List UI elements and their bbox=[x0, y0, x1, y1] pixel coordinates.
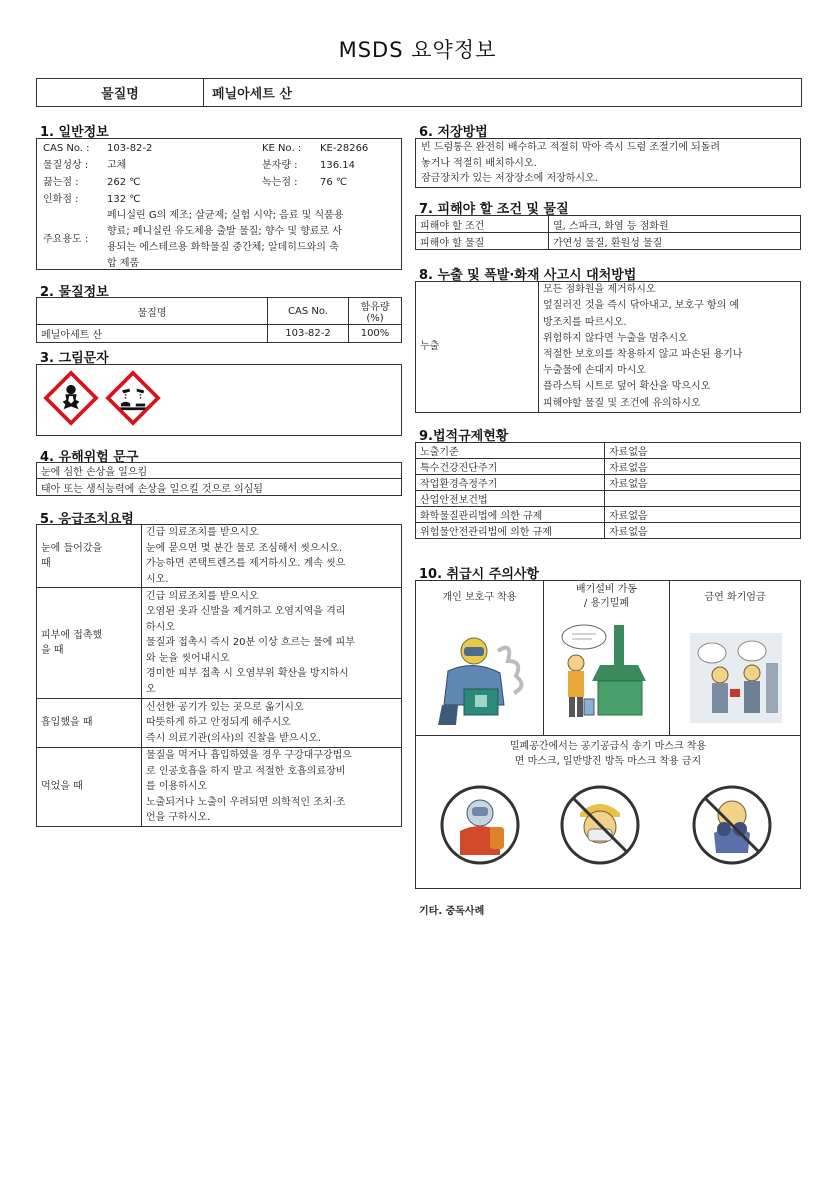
leak-content bbox=[539, 282, 801, 413]
content-line: 즉시 의료기관(의사)의 진찰을 받으시오. bbox=[146, 732, 322, 744]
first-aid-content bbox=[142, 699, 402, 748]
table-cell: 자료없음 bbox=[605, 507, 801, 523]
pictogram-box bbox=[36, 364, 402, 436]
table-row bbox=[37, 588, 402, 699]
label-line: 흡입했을 때 bbox=[41, 717, 93, 729]
note-line: 밀폐공간에서는 공기공급식 송기 마스크 착용 bbox=[509, 741, 707, 752]
hazard-statement: 태아 또는 생식능력에 손상을 일으킬 것으로 의심됨 bbox=[37, 479, 402, 496]
ppe-caption: 개인 보호구 착용 bbox=[442, 592, 517, 603]
no-smoking-panel bbox=[670, 581, 800, 735]
section-10-title: 10. 취급시 주의사항 bbox=[419, 567, 539, 582]
table-row bbox=[416, 459, 801, 475]
content-line: 적절한 보호의를 착용하지 않고 파손된 용기나 bbox=[543, 349, 743, 360]
label-line: 을 때 bbox=[41, 645, 64, 656]
section-4-title: 4. 유해위험 문구 bbox=[40, 450, 139, 465]
regulation-table bbox=[415, 442, 801, 539]
label-line: 먹었을 때 bbox=[41, 781, 83, 793]
ventilation-panel bbox=[544, 581, 670, 735]
table-cell: 화학물질관리법에 의한 규제 bbox=[416, 507, 605, 523]
table-row bbox=[37, 525, 402, 588]
substance-info-table bbox=[36, 297, 402, 343]
content-line: 물질을 먹거나 흡입하였을 경우 구강대구강법으 bbox=[146, 750, 352, 762]
ppe-panel bbox=[416, 581, 544, 735]
substance-name-table bbox=[36, 78, 802, 107]
content-line: 눈에 묻으면 몇 분간 물로 조심해서 씻으시오. bbox=[146, 542, 343, 554]
bp-label: 끓는점 : bbox=[43, 177, 79, 188]
column-header: 물질명 bbox=[37, 298, 268, 325]
table-cell: 자료없음 bbox=[605, 523, 801, 539]
table-cell: 100% bbox=[349, 325, 402, 343]
first-aid-label bbox=[37, 588, 142, 699]
content-line: 긴급 의료조치를 받으시오 bbox=[146, 527, 259, 538]
content-line: 로 인공호흡을 하지 말고 적절한 호흡의료장비 bbox=[146, 765, 346, 777]
table-cell: 자료없음 bbox=[605, 443, 801, 459]
gas-mask-prohibited-icon bbox=[690, 783, 774, 867]
first-aid-label bbox=[37, 748, 142, 827]
cotton-mask-prohibited-icon bbox=[558, 783, 642, 867]
state-label: 물질성상 : bbox=[43, 160, 89, 171]
table-row bbox=[416, 491, 801, 507]
use-line: 용되는 에스테르용 화학물질 중간체; 알데히드와의 축 bbox=[107, 242, 339, 253]
table-row bbox=[37, 463, 402, 479]
fp-label: 인화점 : bbox=[43, 194, 79, 205]
cas-value: 103-82-2 bbox=[107, 143, 153, 154]
table-cell: 페닐아세트 산 bbox=[37, 325, 268, 343]
bp-value: 262 ℃ bbox=[107, 177, 141, 188]
first-aid-table bbox=[36, 524, 402, 827]
footer-note: 기타. 중독사례 bbox=[419, 906, 485, 917]
table-row bbox=[416, 523, 801, 539]
table-cell: 산업안전보건법 bbox=[416, 491, 605, 507]
ventilation-caption bbox=[544, 583, 669, 611]
corrosion-icon bbox=[105, 370, 161, 426]
storage-box bbox=[415, 138, 801, 188]
mw-label: 분자량 : bbox=[262, 160, 298, 171]
avoid-conditions-table bbox=[415, 215, 801, 250]
mp-label: 녹는점 : bbox=[262, 177, 298, 188]
exhaust-ventilation-icon bbox=[554, 621, 660, 727]
table-cell: 특수건강진단주기 bbox=[416, 459, 605, 475]
label-line: 때 bbox=[41, 558, 51, 569]
substance-value: 페닐아세트 산 bbox=[212, 87, 292, 102]
section-6-title: 6. 저장방법 bbox=[419, 125, 488, 140]
section-8-title: 8. 누출 및 폭발·화재 사고시 대처방법 bbox=[419, 268, 637, 283]
content-line: 하시오 bbox=[146, 621, 175, 633]
section-9-title: 9.법적규제현황 bbox=[419, 429, 509, 444]
note-line: 면 마스크, 일반방진 방독 마스크 착용 금지 bbox=[514, 756, 702, 767]
label-line: 피부에 접촉했 bbox=[41, 629, 103, 641]
panel-divider bbox=[416, 735, 800, 736]
ke-label: KE No. : bbox=[262, 143, 302, 154]
content-line: 따뜻하게 하고 안정되게 해주시오 bbox=[146, 717, 291, 729]
first-aid-content bbox=[142, 748, 402, 827]
storage-line: 빈 드럼통은 완전히 배수하고 적절히 막아 즉시 드럼 조절기에 되돌려 bbox=[421, 142, 721, 153]
cas-label: CAS No. : bbox=[43, 143, 90, 154]
protective-gear-worker-icon bbox=[428, 631, 532, 727]
table-cell: 가연성 물질, 환원성 물질 bbox=[549, 233, 801, 250]
ke-value: KE-28266 bbox=[320, 143, 369, 154]
table-cell bbox=[605, 491, 801, 507]
table-cell: 자료없음 bbox=[605, 459, 801, 475]
first-aid-content bbox=[142, 525, 402, 588]
content-line: 긴급 의료조치를 받으시오 bbox=[146, 590, 259, 602]
content-line: 오염된 옷과 신발을 제거하고 오염지역을 격리 bbox=[146, 606, 346, 618]
leak-label: 누출 bbox=[416, 282, 539, 413]
table-cell: 노출기준 bbox=[416, 443, 605, 459]
table-cell: 작업환경측정주기 bbox=[416, 475, 605, 491]
use-line: 페니실린 G의 제조; 살균제; 실험 시약; 음료 및 식품용 bbox=[107, 210, 344, 221]
use-label: 주요용도 : bbox=[43, 234, 89, 245]
table-cell: 피해야 할 물질 bbox=[416, 233, 549, 250]
table-row bbox=[37, 479, 402, 496]
table-row bbox=[416, 475, 801, 491]
section-2-title: 2. 물질정보 bbox=[40, 285, 109, 300]
content-line: 모든 점화원을 제거하시오 bbox=[543, 284, 656, 296]
table-cell: 103-82-2 bbox=[268, 325, 349, 343]
content-line: 엎질러진 것을 즉시 닦아내고, 보호구 항의 예 bbox=[543, 300, 740, 312]
table-row bbox=[416, 507, 801, 523]
column-header: 함유량(%) bbox=[349, 298, 402, 325]
table-cell: 열, 스파크, 화염 등 점화원 bbox=[549, 216, 801, 233]
table-cell: 자료없음 bbox=[605, 475, 801, 491]
caption-line: 배기설비 가동 bbox=[575, 584, 638, 595]
table-row bbox=[416, 216, 801, 233]
section-1-title: 1. 일반정보 bbox=[40, 125, 109, 140]
caption-line: / 용기밀폐 bbox=[583, 598, 630, 609]
table-cell: 피해야 할 조건 bbox=[416, 216, 549, 233]
use-line: 향료; 페니실린 유도체용 출발 물질; 향수 및 향료로 사 bbox=[107, 226, 343, 237]
supplied-air-mask-icon bbox=[438, 783, 522, 867]
content-line: 플라스틱 시트로 덮어 확산을 막으시오 bbox=[543, 381, 711, 393]
no-smoking-caption: 금연 화기엄금 bbox=[704, 592, 766, 603]
first-aid-content bbox=[142, 588, 402, 699]
use-line: 합 제품 bbox=[107, 258, 140, 269]
content-line: 를 이용하시오 bbox=[146, 781, 208, 793]
content-line: 언을 구하시오. bbox=[146, 812, 211, 824]
table-row bbox=[416, 233, 801, 250]
confined-space-note bbox=[416, 739, 800, 769]
state-value: 고체 bbox=[107, 160, 127, 171]
content-line: 노출되거나 노출이 우려되면 의학적인 조치·조 bbox=[146, 796, 346, 808]
mp-value: 76 ℃ bbox=[320, 177, 348, 188]
section-7-title: 7. 피해야 할 조건 및 물질 bbox=[419, 202, 569, 217]
first-aid-label bbox=[37, 525, 142, 588]
storage-line: 놓거나 적절히 배치하시오. bbox=[421, 157, 537, 169]
table-row bbox=[416, 282, 801, 413]
content-line: 시오. bbox=[146, 573, 169, 585]
content-line: 와 눈을 씻어내시오 bbox=[146, 652, 230, 664]
content-line: 피해야할 물질 및 조건에 유의하시오 bbox=[543, 397, 701, 409]
no-smoking-workers-icon bbox=[690, 633, 782, 723]
table-header-row bbox=[37, 298, 402, 325]
first-aid-label bbox=[37, 699, 142, 748]
table-row bbox=[37, 699, 402, 748]
content-line: 누출물에 손대지 마시오 bbox=[543, 365, 646, 377]
content-line: 위험하지 않다면 누출을 멈추시오 bbox=[543, 332, 688, 344]
column-header: CAS No. bbox=[268, 298, 349, 325]
substance-label: 물질명 bbox=[37, 79, 204, 106]
content-line: 방조치를 따르시오. bbox=[543, 316, 627, 328]
general-info-box bbox=[36, 138, 402, 270]
storage-line: 잠금장치가 있는 저장장소에 저장하시오. bbox=[421, 173, 598, 184]
hazard-statement: 눈에 심한 손상을 일으킴 bbox=[37, 463, 402, 479]
content-line: 경미한 피부 접촉 시 오염부위 확산을 방지하시 bbox=[146, 668, 349, 680]
content-line: 오 bbox=[146, 683, 156, 695]
section-3-title: 3. 그림문자 bbox=[40, 351, 109, 366]
table-row bbox=[37, 325, 402, 343]
health-hazard-icon bbox=[43, 370, 99, 426]
table-cell: 위험물안전관리법에 의한 규제 bbox=[416, 523, 605, 539]
fp-value: 132 ℃ bbox=[107, 194, 141, 205]
table-row bbox=[37, 748, 402, 827]
section-5-title: 5. 응급조치요령 bbox=[40, 512, 134, 527]
accident-response-table bbox=[415, 281, 801, 413]
table-row bbox=[416, 443, 801, 459]
label-line: 눈에 들어갔을 bbox=[41, 542, 103, 554]
mw-value: 136.14 bbox=[320, 160, 355, 171]
content-line: 신선한 공기가 있는 곳으로 옮기시오 bbox=[146, 701, 304, 713]
hazard-statement-table bbox=[36, 462, 402, 496]
content-line: 가능하면 콘택트렌즈를 제거하시오. 계속 씻으 bbox=[146, 558, 346, 569]
content-line: 물질과 접촉시 즉시 20분 이상 흐르는 물에 피부 bbox=[146, 637, 355, 649]
page-title: MSDS 요약정보 bbox=[338, 38, 497, 62]
handling-precautions-box bbox=[415, 580, 801, 889]
